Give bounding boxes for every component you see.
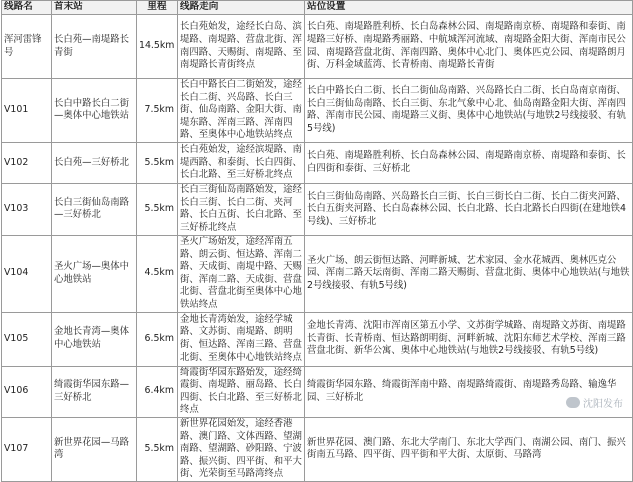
- terminals: 长白中路长白二街—奥体中心地铁站: [52, 79, 137, 143]
- route: 圣火广场始发，途经浑南五路、朗云街、恒达路、浑南二路、天成街、南堤中路、天赐街、浑南二路、天成街、营盘北街、营盘北街至奥体中心地铁站终点: [178, 235, 305, 312]
- route: 长白中路长白二街始发，途经长白二街、兴岛路、长白三街、仙岛南路、金阳大街、南堤东路、浑南三路、浑南四路、至奥体中心地铁站终点: [178, 79, 305, 143]
- stops: 长白三街仙岛南路、兴岛路长白三街、长白三街长白二街、长白二街夹河路、长白五街夹河路、长白岛森林公园、长白北路、长白北路长白四街(在建地铁4号线)、三好桥北: [305, 183, 633, 235]
- terminals: 长白三街仙岛南路—三好桥北: [52, 183, 137, 235]
- route: 长白苑始发，途经滨堤路、南堤西路、和泰街、长白四街、长白北路、至三好桥北终点: [178, 142, 305, 183]
- header-terminals: 首末站: [52, 1, 137, 15]
- stops: 长白苑、南堤路胜利桥、长白岛森林公园、南堤路南京桥、南堤路和泰街、南堤路三好桥、南堤路秀丽路、中航城浑河流域、南堤路金阳大街、浑南市民公园、南堤路营盘北街、浑南四路、奥体中心北门、奥体匹克公园、南堤路朗月街、万科金域蓝湾、长青桥南、南堤路长青街: [305, 15, 633, 79]
- mileage: 14.5km: [137, 15, 178, 79]
- table-row: [2, 183, 633, 235]
- table-row: [2, 235, 633, 312]
- line-name: V107: [2, 417, 52, 481]
- stops: 长白中路长白二街、长白二街仙岛南路、兴岛路长白二街、长白岛南京南街、长白三街仙岛南路、长白三街、东北气象中心北、仙岛南路金阳大街、浑南四路、浑南市民公园、南堤路三义街、奥体中心地铁站(与地铁2号线接驳、有轨5号线): [305, 79, 633, 143]
- mileage: 6.4km: [137, 366, 178, 417]
- table-row: [2, 417, 633, 481]
- terminals: 长白苑—三好桥北: [52, 142, 137, 183]
- table-row: [2, 312, 633, 366]
- stops: 长白苑、南堤路胜利桥、长白岛森林公园、南堤路南京桥、南堤路和泰街、长白四街和泰街、三好桥北: [305, 142, 633, 183]
- line-name: V101: [2, 79, 52, 143]
- terminals: 新世界花园—马路湾: [52, 417, 137, 481]
- stops: 绮霞街华园东路、绮霞街浑南中路、南堤路绮霞街、南堤路秀岛路、输逸华园、三好桥北: [305, 366, 633, 417]
- route: 金地长青湾始发，途经学城路、文苏街、南堤路、朗明街、恒达路、浑南三路、营盘北街、至奥体中心地铁站终点: [178, 312, 305, 366]
- header-route: 线路走向: [178, 1, 305, 15]
- mileage: 5.5km: [137, 183, 178, 235]
- line-name: V102: [2, 142, 52, 183]
- table-row: [2, 366, 633, 417]
- mileage: 5.5km: [137, 417, 178, 481]
- line-name: V104: [2, 235, 52, 312]
- mileage: 6.5km: [137, 312, 178, 366]
- header-line-name: 线路名: [2, 1, 52, 15]
- route: 长白苑始发，途经长白岛、滨堤路、南堤路、营盘北街、浑南四路、天赐街、南堤路、至南堤路长青街终点: [178, 15, 305, 79]
- table-header-row: [2, 1, 633, 15]
- watermark: [566, 395, 623, 410]
- table-row: [2, 15, 633, 79]
- line-name: V105: [2, 312, 52, 366]
- header-mileage: 里程: [137, 1, 178, 15]
- stops: 新世界花园、澳门路、东北大学南门、东北大学西门、南湖公园、南门、振兴街南五马路、四平街、四平街和平大街、太原街、马路湾: [305, 417, 633, 481]
- header-stops: 站位设置: [305, 1, 633, 15]
- stops: 圣火广场、朗云街恒达路、河畔新城、艺术家园、金水花城西、奥林匹克公园、浑南二路天坛南街、浑南二路天赐街、营盘北街、奥体中心地铁站(与地铁2号线接驳、有轨5号线): [305, 235, 633, 312]
- mileage: 5.5km: [137, 142, 178, 183]
- route: 长白三街仙岛南路始发，途经长白三街、长白二街、夹河路、长白五街、长白北路、至三好桥北终点: [178, 183, 305, 235]
- mileage: 7.5km: [137, 79, 178, 143]
- terminals: 长白苑—南堤路长青街: [52, 15, 137, 79]
- stops: 金地长青湾、沈阳市浑南区第五小学、文苏街学城路、南堤路文苏街、南堤路长青街、长青桥南、恒达路朗明街、河畔新城、沈阳东师艺术学校、浑南三路营盘北街、新华公寓、奥体中心地铁站(与地铁2号线接驳、有轨5号线): [305, 312, 633, 366]
- line-name: 浑河雷锋号: [2, 15, 52, 79]
- line-name: V106: [2, 366, 52, 417]
- mileage: 4.5km: [137, 235, 178, 312]
- watermark-text: 沈阳发布: [583, 399, 623, 410]
- terminals: 金地长青湾—奥体中心地铁站: [52, 312, 137, 366]
- route: 绮霞街华园东路始发，途经绮霞街、南堤路、丽岛路、长白四街、长白北路、至三好桥北终点: [178, 366, 305, 417]
- wechat-icon: [566, 397, 580, 408]
- terminals: 圣火广场—奥体中心地铁站: [52, 235, 137, 312]
- line-name: V103: [2, 183, 52, 235]
- route: 新世界花园始发，途经香港路、澳门路、文体西路、望湖南路、望湖路、砂阳路、宁波路、振兴街、四平街、和平大街、光荣街至马路湾终点: [178, 417, 305, 481]
- terminals: 绮霞街华园东路—三好桥北: [52, 366, 137, 417]
- bus-routes-table: [1, 0, 633, 482]
- table-row: [2, 79, 633, 143]
- table-row: [2, 142, 633, 183]
